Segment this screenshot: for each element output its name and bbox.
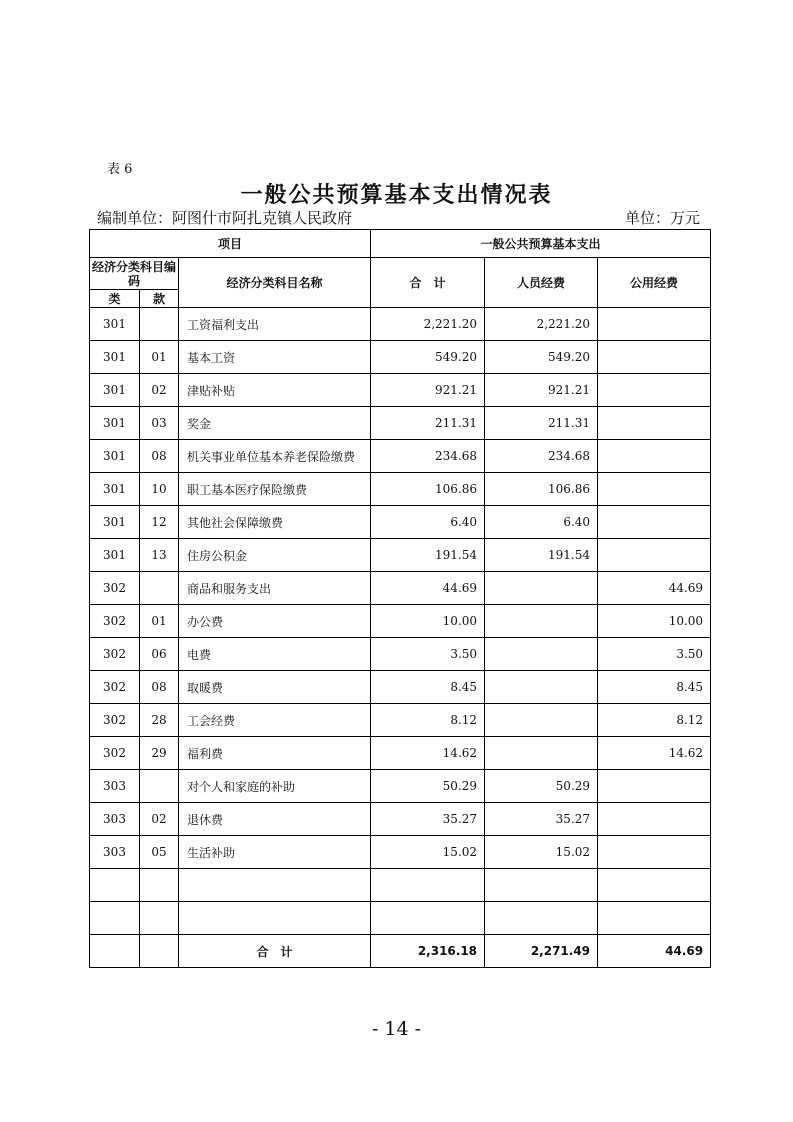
total-cell: 15.02 bbox=[371, 836, 485, 869]
personnel-cell: 211.31 bbox=[485, 407, 598, 440]
header-code: 经济分类科目编码 bbox=[90, 258, 179, 290]
compiling-unit: 编制单位：阿图什市阿扎克镇人民政府 bbox=[97, 209, 353, 227]
public-cell: 8.12 bbox=[598, 704, 711, 737]
personnel-cell: 15.02 bbox=[485, 836, 598, 869]
class-code-cell: 302 bbox=[90, 704, 140, 737]
public-cell bbox=[598, 770, 711, 803]
class-code-cell: 301 bbox=[90, 473, 140, 506]
total-blank-cell bbox=[140, 935, 179, 968]
public-cell bbox=[598, 902, 711, 935]
total-cell: 14.62 bbox=[371, 737, 485, 770]
total-cell bbox=[371, 869, 485, 902]
header-total: 合 计 bbox=[371, 258, 485, 308]
table-label: 表 6 bbox=[107, 162, 133, 177]
total-cell: 3.50 bbox=[371, 638, 485, 671]
public-cell bbox=[598, 869, 711, 902]
table-row bbox=[90, 506, 711, 539]
header-project: 项目 bbox=[90, 230, 371, 258]
personnel-cell bbox=[485, 704, 598, 737]
item-code-cell: 06 bbox=[140, 638, 179, 671]
total-cell: 50.29 bbox=[371, 770, 485, 803]
table-row bbox=[90, 473, 711, 506]
currency-unit: 单位：万元 bbox=[624, 209, 700, 227]
table-row bbox=[90, 836, 711, 869]
header-item: 款 bbox=[140, 290, 179, 308]
table-row bbox=[90, 341, 711, 374]
personnel-cell bbox=[485, 737, 598, 770]
page-title: 一般公共预算基本支出情况表 bbox=[240, 183, 553, 208]
total-cell: 921.21 bbox=[371, 374, 485, 407]
personnel-cell bbox=[485, 638, 598, 671]
item-name-cell: 取暖费 bbox=[179, 671, 371, 704]
personnel-cell: 191.54 bbox=[485, 539, 598, 572]
class-code-cell: 302 bbox=[90, 605, 140, 638]
item-code-cell: 02 bbox=[140, 374, 179, 407]
public-cell bbox=[598, 836, 711, 869]
personnel-cell bbox=[485, 605, 598, 638]
item-name-cell: 商品和服务支出 bbox=[179, 572, 371, 605]
total-blank-cell bbox=[90, 935, 140, 968]
class-code-cell: 301 bbox=[90, 440, 140, 473]
item-code-cell: 28 bbox=[140, 704, 179, 737]
total-cell: 6.40 bbox=[371, 506, 485, 539]
table-row bbox=[90, 770, 711, 803]
total-cell: 35.27 bbox=[371, 803, 485, 836]
table-row bbox=[90, 704, 711, 737]
public-cell bbox=[598, 440, 711, 473]
item-name-cell: 生活补助 bbox=[179, 836, 371, 869]
public-cell: 10.00 bbox=[598, 605, 711, 638]
item-code-cell: 29 bbox=[140, 737, 179, 770]
item-code-cell: 05 bbox=[140, 836, 179, 869]
class-code-cell: 302 bbox=[90, 671, 140, 704]
total-row bbox=[90, 935, 711, 968]
personnel-cell: 106.86 bbox=[485, 473, 598, 506]
table-row bbox=[90, 902, 711, 935]
table-row bbox=[90, 308, 711, 341]
item-name-cell: 基本工资 bbox=[179, 341, 371, 374]
public-cell bbox=[598, 407, 711, 440]
total-cell: 8.12 bbox=[371, 704, 485, 737]
total-cell: 44.69 bbox=[371, 572, 485, 605]
public-cell bbox=[598, 341, 711, 374]
personnel-cell: 921.21 bbox=[485, 374, 598, 407]
item-name-cell: 住房公积金 bbox=[179, 539, 371, 572]
total-cell: 8.45 bbox=[371, 671, 485, 704]
item-code-cell: 08 bbox=[140, 440, 179, 473]
table-row bbox=[90, 440, 711, 473]
personnel-cell: 35.27 bbox=[485, 803, 598, 836]
total-cell bbox=[371, 902, 485, 935]
public-cell bbox=[598, 473, 711, 506]
table-row bbox=[90, 638, 711, 671]
class-code-cell: 302 bbox=[90, 737, 140, 770]
personnel-cell bbox=[485, 902, 598, 935]
item-code-cell: 02 bbox=[140, 803, 179, 836]
public-cell bbox=[598, 374, 711, 407]
item-name-cell: 办公费 bbox=[179, 605, 371, 638]
public-cell: 44.69 bbox=[598, 572, 711, 605]
personnel-cell: 549.20 bbox=[485, 341, 598, 374]
personnel-cell: 2,221.20 bbox=[485, 308, 598, 341]
class-code-cell: 301 bbox=[90, 374, 140, 407]
item-name-cell: 机关事业单位基本养老保险缴费 bbox=[179, 440, 371, 473]
personnel-cell: 234.68 bbox=[485, 440, 598, 473]
public-cell bbox=[598, 308, 711, 341]
item-name-cell: 职工基本医疗保险缴费 bbox=[179, 473, 371, 506]
total-cell: 2,221.20 bbox=[371, 308, 485, 341]
table-row bbox=[90, 737, 711, 770]
class-code-cell: 301 bbox=[90, 341, 140, 374]
class-code-cell: 301 bbox=[90, 407, 140, 440]
header-personnel: 人员经费 bbox=[485, 258, 598, 308]
table-row bbox=[90, 671, 711, 704]
total-label-cell: 合 计 bbox=[179, 935, 371, 968]
item-name-cell: 退休费 bbox=[179, 803, 371, 836]
class-code-cell: 303 bbox=[90, 770, 140, 803]
class-code-cell: 301 bbox=[90, 539, 140, 572]
public-total-cell: 44.69 bbox=[598, 935, 711, 968]
public-cell: 14.62 bbox=[598, 737, 711, 770]
table-row bbox=[90, 869, 711, 902]
table-row bbox=[90, 407, 711, 440]
header-name: 经济分类科目名称 bbox=[179, 258, 371, 308]
item-code-cell: 01 bbox=[140, 605, 179, 638]
class-code-cell bbox=[90, 869, 140, 902]
item-code-cell: 08 bbox=[140, 671, 179, 704]
item-name-cell: 电费 bbox=[179, 638, 371, 671]
item-name-cell: 对个人和家庭的补助 bbox=[179, 770, 371, 803]
item-code-cell: 03 bbox=[140, 407, 179, 440]
public-cell bbox=[598, 539, 711, 572]
item-code-cell bbox=[140, 869, 179, 902]
table-row bbox=[90, 605, 711, 638]
class-code-cell: 303 bbox=[90, 803, 140, 836]
item-name-cell: 工会经费 bbox=[179, 704, 371, 737]
class-code-cell bbox=[90, 902, 140, 935]
table-row bbox=[90, 539, 711, 572]
total-cell: 549.20 bbox=[371, 341, 485, 374]
item-code-cell: 13 bbox=[140, 539, 179, 572]
item-code-cell: 10 bbox=[140, 473, 179, 506]
class-code-cell: 301 bbox=[90, 506, 140, 539]
header-class: 类 bbox=[90, 290, 140, 308]
item-code-cell bbox=[140, 572, 179, 605]
item-code-cell: 01 bbox=[140, 341, 179, 374]
personnel-cell: 50.29 bbox=[485, 770, 598, 803]
expenditure-table bbox=[89, 229, 711, 968]
item-name-cell: 工资福利支出 bbox=[179, 308, 371, 341]
item-name-cell: 其他社会保障缴费 bbox=[179, 506, 371, 539]
item-code-cell: 12 bbox=[140, 506, 179, 539]
total-cell: 10.00 bbox=[371, 605, 485, 638]
public-cell bbox=[598, 506, 711, 539]
personnel-cell: 6.40 bbox=[485, 506, 598, 539]
item-name-cell: 福利费 bbox=[179, 737, 371, 770]
header-public: 公用经费 bbox=[598, 258, 711, 308]
item-code-cell bbox=[140, 308, 179, 341]
personnel-cell bbox=[485, 572, 598, 605]
total-cell: 211.31 bbox=[371, 407, 485, 440]
personnel-total-cell: 2,271.49 bbox=[485, 935, 598, 968]
class-code-cell: 301 bbox=[90, 308, 140, 341]
item-code-cell bbox=[140, 902, 179, 935]
grand-total-cell: 2,316.18 bbox=[371, 935, 485, 968]
table-row bbox=[90, 374, 711, 407]
item-name-cell: 津贴补贴 bbox=[179, 374, 371, 407]
item-name-cell: 奖金 bbox=[179, 407, 371, 440]
personnel-cell bbox=[485, 671, 598, 704]
class-code-cell: 303 bbox=[90, 836, 140, 869]
item-name-cell bbox=[179, 902, 371, 935]
table-row bbox=[90, 803, 711, 836]
public-cell: 3.50 bbox=[598, 638, 711, 671]
item-code-cell bbox=[140, 770, 179, 803]
table-row bbox=[90, 572, 711, 605]
page-number: - 14 - bbox=[371, 1018, 422, 1040]
personnel-cell bbox=[485, 869, 598, 902]
class-code-cell: 302 bbox=[90, 572, 140, 605]
class-code-cell: 302 bbox=[90, 638, 140, 671]
public-cell: 8.45 bbox=[598, 671, 711, 704]
header-budget: 一般公共预算基本支出 bbox=[371, 230, 711, 258]
total-cell: 106.86 bbox=[371, 473, 485, 506]
total-cell: 191.54 bbox=[371, 539, 485, 572]
public-cell bbox=[598, 803, 711, 836]
total-cell: 234.68 bbox=[371, 440, 485, 473]
item-name-cell bbox=[179, 869, 371, 902]
